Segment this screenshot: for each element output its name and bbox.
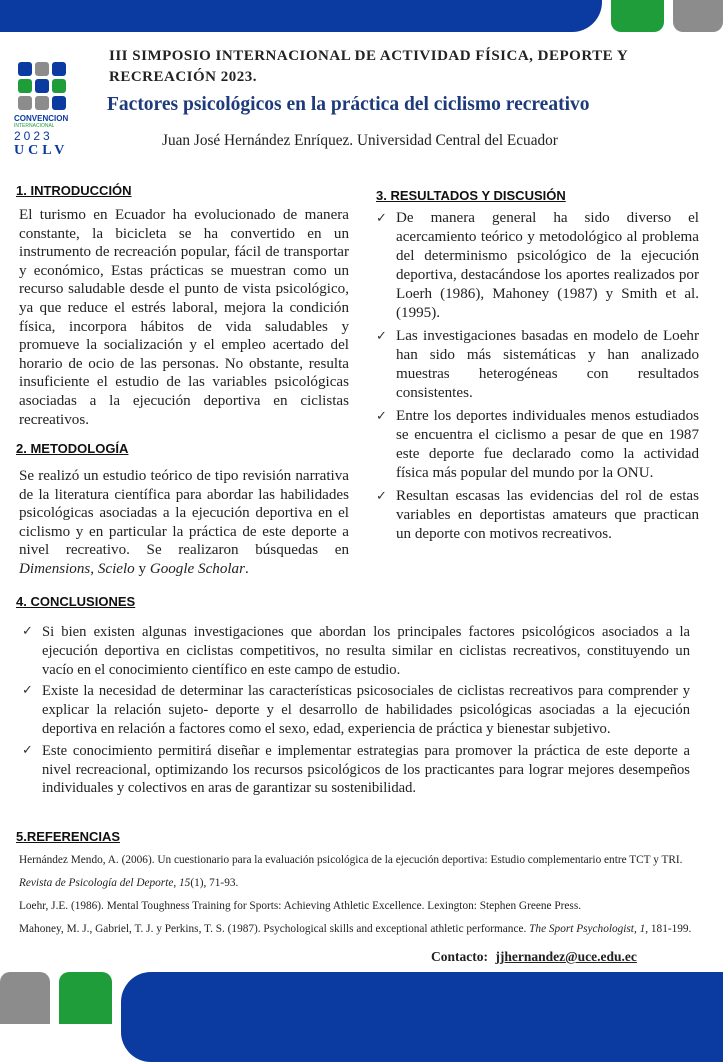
logo-squares-icon	[18, 62, 74, 110]
intro-heading: 1. INTRODUCCIÓN	[16, 183, 132, 198]
reference-item: Mahoney, M. J., Gabriel, T. J. y Perkins, T. S. (1987). Psychological skills and exceptional athletic performance. The Sport Psychologist, 1, 181-199.	[19, 923, 692, 935]
check-icon: ✓	[22, 624, 33, 639]
conclusions-heading: 4. CONCLUSIONES	[16, 594, 136, 609]
logo-internacional-text: INTERNACIONAL	[14, 123, 55, 129]
reference-item: Hernández Mendo, A. (2006). Un cuestionario para la evaluación psicológica de la ejecución deportiva: Estudio complementario entre TCT y TRI. Revista de Psicología del Deporte, 15(1), 71-93.	[19, 854, 683, 889]
db-dimensions: Dimensions	[19, 560, 91, 577]
bottom-green-tab	[59, 972, 112, 1024]
results-heading: 3. RESULTADOS Y DISCUSIÓN	[376, 188, 566, 203]
db-scielo: Scielo	[97, 560, 135, 577]
db-google-scholar: Google Scholar	[149, 560, 245, 577]
logo-square	[18, 62, 32, 76]
top-green-tab	[611, 0, 664, 32]
logo-square	[35, 62, 49, 76]
event-name: III SIMPOSIO INTERNACIONAL DE ACTIVIDAD FÍSICA, DEPORTE Y RECREACIÓN 2023.	[109, 48, 628, 85]
result-item: ✓ De manera general ha sido diverso el acercamiento teórico y metodológico al problema del determinismo psicológico de la ejecución deportiva, destacándose los aportes realizados por Loerh (1986), Mahoney (1987) y Smith et al. (1995).	[376, 210, 699, 321]
references-heading: 5.REFERENCIAS	[16, 829, 121, 844]
check-icon: ✓	[376, 409, 387, 424]
results-list	[376, 209, 699, 548]
top-gray-tab	[673, 0, 723, 32]
logo-square	[35, 79, 49, 93]
methods-heading: 2. METODOLOGÍA	[16, 441, 129, 456]
logo-square	[18, 96, 32, 110]
logo-square	[35, 96, 49, 110]
contact-line	[431, 949, 637, 965]
check-icon: ✓	[376, 329, 387, 344]
bottom-gray-tab	[0, 972, 50, 1024]
author-line: Juan José Hernández Enríquez. Universidad Central del Ecuador	[162, 132, 558, 149]
conclusion-item: ✓ Existe la necesidad de determinar las características psicosociales de ciclistas recreativos para comprender y explicar la relación sujeto- deporte y el desarrollo de habilidades psicológicas asociadas a la ejecución deportiva en relación a factores como el sexo, edad, experiencia de práctica y bienestar subjetivo.	[22, 683, 690, 737]
logo-square	[52, 96, 66, 110]
logo-uclv: UCLV	[14, 143, 69, 158]
intro-text: El turismo en Ecuador ha evolucionado de manera constante, la bicicleta se ha convertido en un instrumento de recreación popular, fácil de transportar y económico, Estas prácticas se muestran como un recurso saludable desde el punto de vista psicológico, ya que reduce el estrés laboral, mejora la condición física, incorpora hábitos de vida saludables y promueve la socialización y el empleo acertado del horario de ocio de las personas. No obstante, resulta insuficiente el estudio de las variables psicológicas asociadas a la ejecución deportiva en ciclistas recreativos.	[19, 207, 349, 428]
check-icon: ✓	[376, 211, 387, 226]
logo-year: 2023	[14, 129, 53, 143]
contact-email-link[interactable]: jjhernandez@uce.edu.ec	[495, 949, 637, 964]
result-item: ✓ Las investigaciones basadas en modelo de Loehr han sido más sistemáticas y han analizado muestras heterogéneas con resultados consistentes.	[376, 328, 699, 401]
contact-label: Contacto:	[431, 949, 488, 964]
result-item: ✓ Entre los deportes individuales menos estudiados se encuentra el ciclismo a pesar de que en 1987 este deporte fue declarado como la actividad física más popular del mundo por la ONU.	[376, 408, 699, 481]
logo-square	[52, 62, 66, 76]
conclusion-item: ✓ Este conocimiento permitirá diseñar e implementar estrategias para promover la práctica de este deporte a nivel recreacional, optimizando los recursos psicológicos de los practicantes para lograr mejores desempeños individuales y colectivos en aras de garantizar su sostenibilidad.	[22, 742, 690, 797]
conclusions-list	[18, 623, 690, 801]
check-icon: ✓	[22, 683, 33, 699]
reference-item: Loehr, J.E. (1986). Mental Toughness Training for Sports: Achieving Athletic Excellence. Lexington: Stephen Greene Press.	[19, 900, 582, 912]
top-blue-bar	[0, 0, 602, 32]
references-list	[19, 849, 695, 941]
check-icon: ✓	[22, 742, 33, 758]
result-item: ✓ Resultan escasas las evidencias del rol de estas variables en deportistas amateurs que practican un deporte con motivos recreativos.	[376, 488, 699, 542]
conclusion-item: ✓ Si bien existen algunas investigaciones que abordan los principales factores psicológicos asociados a la ejecución deportiva en ciclistas competitivos, no resulta similar en ciclistas recreativos, constituyendo un vacío en el conocimiento científico en este campo de estudio.	[22, 624, 690, 678]
bottom-blue-bar	[121, 972, 723, 1062]
convention-logo	[14, 62, 74, 159]
logo-square	[52, 79, 66, 93]
check-icon: ✓	[376, 489, 387, 504]
poster-title: Factores psicológicos en la práctica del ciclismo recreativo	[107, 94, 590, 115]
methods-text: Se realizó un estudio teórico de tipo revisión narrativa de la literatura científica para abordar las habilidades psicológicas asociadas a la ejecución deportiva en el ciclismo y en particular la práctica de este deporte a nivel recreativo. Se realizaron búsquedas en Dimensions, Scielo y Google Scholar.	[19, 468, 349, 577]
logo-convencion-text: CONVENCION	[14, 114, 69, 123]
logo-square	[18, 79, 32, 93]
